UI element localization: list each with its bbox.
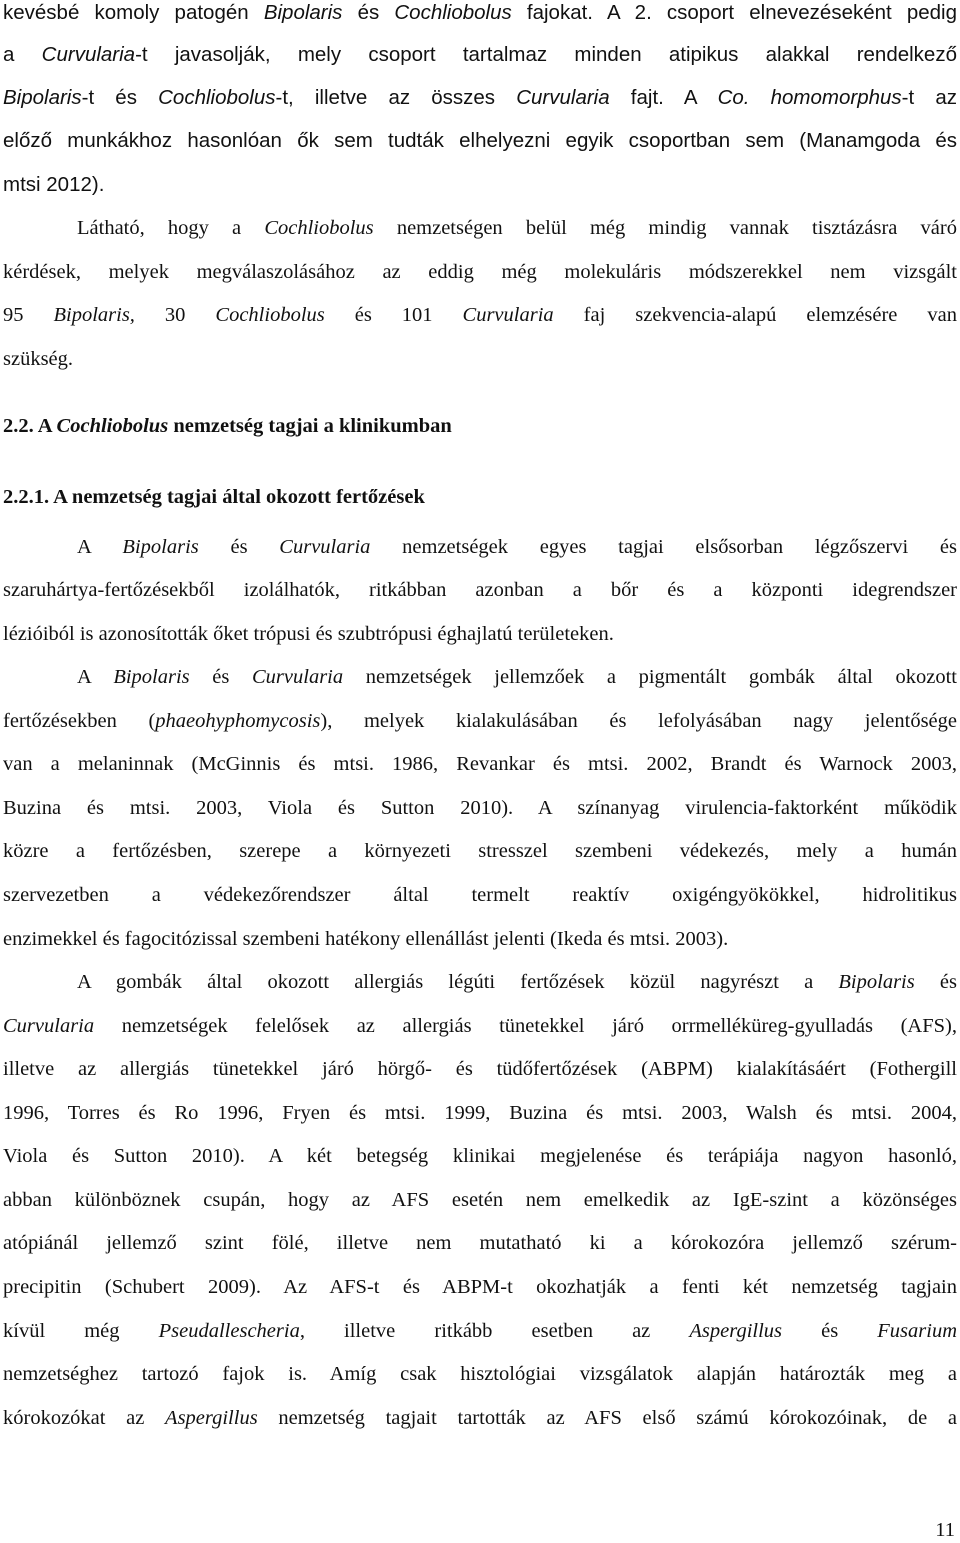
italic-term: Fusarium [877,1320,958,1342]
text-line-22 [3,969,957,995]
text-line-15 [3,664,957,690]
text-line-23 [3,1013,957,1039]
text-run: szaruhártya-fertőzésekből izolálhatók, ritkábban azonban a bőr és a központi idegrendszer [3,579,957,601]
text-run: és [782,1320,878,1342]
text-run: fertőzésekben ( [3,710,156,732]
italic-term: Aspergillus [689,1320,783,1342]
text-run: atópiánál jellemző szint fölé, illetve nem mutatható ki a kórokozóra jellemző szérum- [3,1232,957,1254]
italic-term: Curvularia [462,304,554,326]
italic-term: Curvularia [3,1015,95,1037]
text-run: enzimekkel és fagocitózissal szembeni hatékony ellenállást jelenti (Ikeda és mtsi. 2003). [3,928,729,950]
text-line-26 [3,1143,957,1169]
text-run: precipitin (Schubert 2009). Az AFS-t és ABPM-t okozhatják a fenti két nemzetség tagjain [3,1276,957,1298]
text-line-2 [3,42,957,68]
text-run: és [342,1,395,24]
text-line-7 [3,259,957,285]
text-line-20 [3,882,957,908]
italic-term: Curvularia [516,86,610,109]
text-run: A gombák által okozott allergiás légúti fertőzések közül nagyrészt a [77,971,839,993]
text-run: -t javasolják, mely csoport tartalmaz minden atipikus alakkal rendelkező [135,43,957,66]
italic-term: Bipolaris [3,86,82,109]
text-run: ), melyek kialakulásában és lefolyásában nagy jelentősége [320,710,957,732]
text-run: 2.2. A [3,415,57,437]
text-line-29 [3,1274,957,1300]
text-line-14 [3,621,957,647]
text-run: , illetve ritkább esetben az [299,1320,690,1342]
text-run: -t és [81,86,159,109]
text-line-28 [3,1230,957,1256]
text-run: kevésbé komoly patogén [3,1,264,24]
text-run: 2.2.1. A nemzetség tagjai által okozott fertőzések [3,486,425,508]
text-run: nemzetség tagjait tartották az AFS első számú kórokozóinak, de a [257,1407,957,1429]
text-line-12 [3,534,957,560]
text-line-24 [3,1056,957,1082]
text-run: A [77,536,123,558]
text-run: Viola és Sutton 2010). A két betegség klinikai megjelenése és terápiája nagyon hasonló, [3,1145,957,1167]
italic-term: Bipolaris [263,1,343,24]
text-line-5 [3,172,957,198]
text-run: kórokozókat az [3,1407,166,1429]
text-run: faj szekvencia-alapú elemzésére van [553,304,957,326]
text-run: kérdések, melyek megválaszolásához az eddig még molekuláris módszerekkel nem vizsgált [3,261,957,283]
text-run: nemzetségek felelősek az allergiás tünetekkel járó orrmelléküreg-gyulladás (AFS), [94,1015,957,1037]
text-run: -t, illetve az összes [275,86,517,109]
italic-term: Curvularia [279,536,371,558]
text-run: és [914,971,957,993]
italic-term: Bipolaris [838,971,915,993]
text-run: szükség. [3,348,74,370]
text-line-32 [3,1405,957,1431]
text-run: előző munkákhoz hasonlóan ők sem tudták elhelyezni egyik csoportban sem (Manamgoda és [3,129,957,152]
text-line-27 [3,1187,957,1213]
text-run: nemzetséghez tartozó fajok is. Amíg csak hisztológiai vizsgálatok alapján határozták meg a [3,1363,957,1385]
text-run: és 101 [324,304,463,326]
text-line-16 [3,708,957,734]
italic-term: Bipolaris [122,536,199,558]
text-run: 1996, Torres és Ro 1996, Fryen és mtsi. 1999, Buzina és mtsi. 2003, Walsh és mtsi. 2004, [3,1102,957,1124]
text-run: szervezetben a védekezőrendszer által termelt reaktív oxigéngyökökkel, hidrolitikus [3,884,957,906]
text-run: Látható, hogy a [77,217,265,239]
text-run: abban különböznek csupán, hogy az AFS esetén nem emelkedik az IgE-szint a közönséges [3,1189,957,1211]
italic-term: Cochliobolus [264,217,374,239]
page-number: 11 [935,1519,955,1541]
text-line-17 [3,751,957,777]
italic-term: Pseudallescheria [158,1320,300,1342]
italic-term: Co. homomorphus [717,86,902,109]
text-line-4 [3,128,957,154]
text-run: illetve az allergiás tünetekkel járó hörgő- és tüdőfertőzések (ABPM) kialakításáért (Fothergill [3,1058,957,1080]
text-run: és [189,666,252,688]
text-run: 30 [134,304,216,326]
italic-term: phaeohyphomycosis [155,710,321,732]
italic-term: Curvularia [41,43,136,66]
text-line-13 [3,577,957,603]
text-line-19 [3,838,957,864]
italic-term: Cochliobolus [56,415,169,437]
text-run: nemzetség tagjai a klinikumban [168,415,452,437]
text-line-30 [3,1318,957,1344]
italic-term: Bipolaris, [53,304,135,326]
text-run: kívül még [3,1320,159,1342]
text-line-31 [3,1361,957,1387]
text-line-21 [3,926,957,952]
text-run: és [198,536,280,558]
italic-term: Cochliobolus [158,86,276,109]
text-run: nemzetségen belül még mindig vannak tisztázásra váró [373,217,957,239]
text-line-10 [3,413,957,439]
text-line-25 [3,1100,957,1126]
text-run: van a melaninnak (McGinnis és mtsi. 1986, Revankar és mtsi. 2002, Brandt és Warnock 2003, [3,753,957,775]
text-line-9 [3,346,957,372]
italic-term: Cochliobolus [394,1,512,24]
text-run: A [77,666,114,688]
text-line-6 [3,215,957,241]
text-line-18 [3,795,957,821]
italic-term: Cochliobolus [215,304,325,326]
text-run: mtsi 2012). [3,173,105,196]
text-run: a [3,43,42,66]
text-line-3 [3,85,957,111]
text-run: lézióiból is azonosították őket trópusi és szubtrópusi éghajlatú területeken. [3,623,614,645]
text-run: nemzetségek jellemzőek a pigmentált gombák által okozott [343,666,957,688]
text-run: Buzina és mtsi. 2003, Viola és Sutton 2010). A színanyag virulencia-faktorként működik [3,797,957,819]
text-line-11 [3,484,957,510]
text-run: 95 [3,304,54,326]
text-run: -t az [901,86,958,109]
text-run: fajokat. A 2. csoport elnevezéseként pedig [511,1,958,24]
italic-term: Bipolaris [113,666,190,688]
italic-term: Aspergillus [165,1407,258,1429]
text-line-1 [3,0,957,26]
text-run: nemzetségek egyes tagjai elsősorban légzőszervi és [370,536,957,558]
text-line-8 [3,302,957,328]
text-run: fajt. A [609,86,718,109]
text-run: közre a fertőzésben, szerepe a környezeti stresszel szembeni védekezés, mely a humán [3,840,957,862]
italic-term: Curvularia [252,666,344,688]
